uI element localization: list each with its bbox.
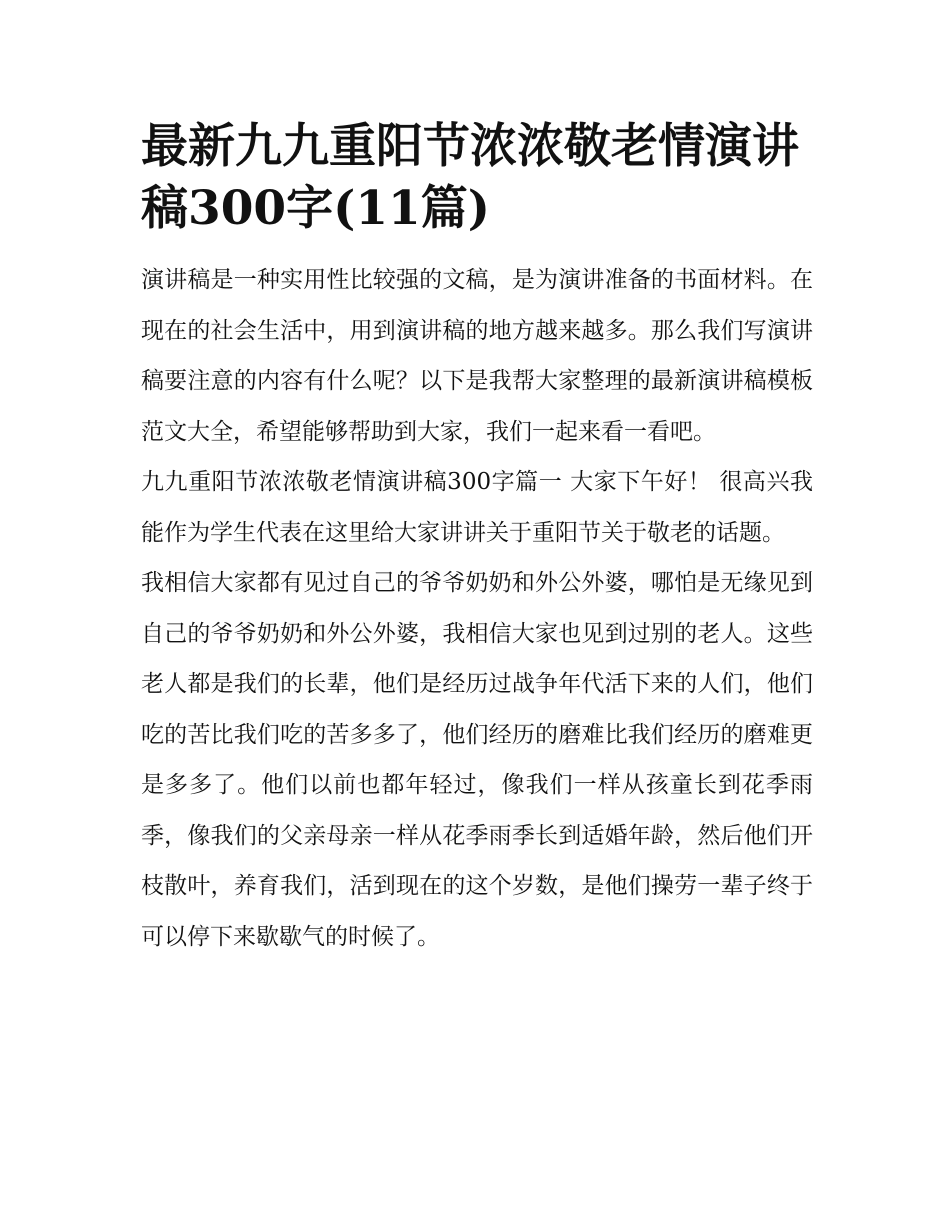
document-title: 最新九九重阳节浓浓敬老情演讲稿300字(11篇) bbox=[141, 119, 799, 236]
speech-opening-paragraph: 九九重阳节浓浓敬老情演讲稿300字篇一 大家下午好！ 很高兴我能作为学生代表在这里给大家讲讲关于重阳节关于敬老的话题。 bbox=[141, 469, 813, 546]
speech-body-paragraph: 我相信大家都有见过自己的爷爷奶奶和外公外婆，哪怕是无缘见到自己的爷爷奶奶和外公外婆，我相信大家也见到过别的老人。这些老人都是我们的长辈，他们是经历过战争年代活下来的人们，他们吃的苦比我们吃的苦多多了，他们经历的磨难比我们经历的磨难更是多多了。他们以前也都年轻过，像我们一样从孩童长到花季雨季，像我们的父亲母亲一样从花季雨季长到适婚年龄，然后他们开枝散叶，养育我们，活到现在的这个岁数，是他们操劳一辈子终于可以停下来歇歇气的时候了。 bbox=[141, 570, 813, 950]
intro-paragraph: 演讲稿是一种实用性比较强的文稿，是为演讲准备的书面材料。在现在的社会生活中，用到演讲稿的地方越来越多。那么我们写演讲稿要注意的内容有什么呢？以下是我帮大家整理的最新演讲稿模板范文大全，希望能够帮助到大家，我们一起来看一看吧。 bbox=[141, 267, 813, 445]
document-body bbox=[141, 116, 813, 962]
